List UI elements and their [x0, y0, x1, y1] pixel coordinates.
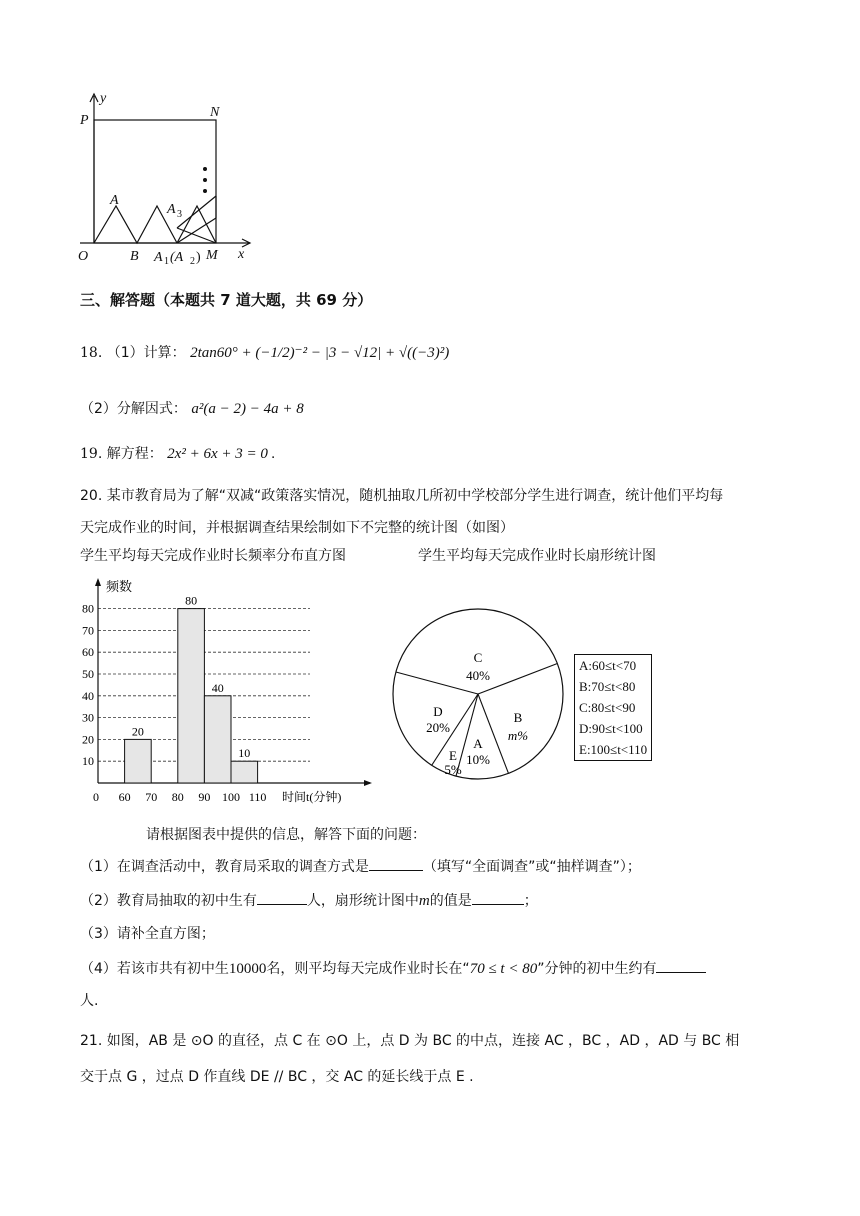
y-axis-arrow [95, 578, 101, 586]
q19-number: 19. [80, 446, 103, 462]
dot [203, 189, 207, 193]
q20-part3: （3）请补全直方图； [80, 926, 215, 942]
pie-chart [390, 598, 570, 788]
q21-text-1: 如图，AB 是 ⊙O 的直径，点 C 在 ⊙O 上，点 D 为 BC 的中点，连接 AC ，BC ，AD ，AD 与 BC 相 [106, 1033, 740, 1049]
q20-part4-inequality: 70 ≤ t < 80 [469, 961, 538, 977]
y-tick-label: 50 [82, 667, 94, 681]
pie-slice-value: 5% [444, 762, 462, 777]
bar-data-label: 80 [185, 593, 198, 608]
q19-expression: 2x² + 6x + 3 = 0 . [167, 446, 276, 462]
bar-data-label: 40 [211, 680, 224, 695]
coordinate-figure [70, 88, 260, 270]
label-N: N [210, 105, 220, 120]
pie-slice-value: 40% [466, 668, 490, 683]
legend-entry: D:90≤t<100 [579, 721, 643, 736]
label-A1-sub: 1 [164, 256, 169, 267]
q20-part2-m: m [418, 893, 430, 909]
legend-entry: C:80≤t<90 [579, 700, 636, 715]
label-A3: A [167, 202, 176, 217]
q20-line1 [80, 485, 723, 505]
label-y: y [100, 91, 107, 106]
legend-entry: B:70≤t<80 [579, 679, 636, 694]
dot [203, 167, 207, 171]
q18-part2 [80, 398, 304, 418]
q20-part1 [80, 856, 641, 876]
label-M: M [206, 248, 218, 263]
pie-title: 学生平均每天完成作业时长扇形统计图 [418, 548, 656, 564]
pie-slice-value: 20% [426, 720, 450, 735]
q20-part2-text-a: （2）教育局抽取的初中生有 [80, 893, 257, 909]
label-x: x [238, 247, 245, 262]
y-tick-label: 80 [82, 601, 94, 616]
pie-slice-label: B [513, 710, 523, 725]
label-O: O [78, 249, 89, 264]
q20-part4-text-a: （4）若该市共有初中生 [80, 961, 229, 977]
q21-number: 21. [80, 1033, 103, 1049]
histogram-bar [204, 696, 231, 783]
dot [203, 178, 207, 182]
pie-slice-label: A [473, 736, 483, 751]
zigzag [94, 206, 177, 243]
q20-part1-hint: （填写“全面调查”或“抽样调查”）； [422, 859, 641, 875]
x-tick-label: 90 [198, 790, 211, 804]
q20-text-1: 某市教育局为了解“双减“政策落实情况，随机抽取几所初中学校部分学生进行调查，统计他们平均每 [106, 488, 724, 504]
legend-entry: A:60≤t<70 [579, 658, 637, 673]
histogram-title: 学生平均每天完成作业时长频率分布直方图 [80, 548, 346, 564]
pie-slice-label: E [449, 748, 457, 763]
q18-part1-expression: 2tan60° + (−1/2)⁻² − |3 − √12| + √((−3)²) [190, 345, 450, 361]
q20-part2-text-c: 的值是 [429, 893, 472, 909]
y-tick-label: 10 [82, 754, 94, 769]
q18-part1 [80, 342, 449, 362]
q20-line2: 天完成作业的时间，并根据调查结果绘制如下不完整的统计图（如图） [80, 520, 514, 536]
x-tick-label: 110 [248, 790, 267, 804]
answer-blank[interactable] [472, 890, 524, 905]
pie-slice-label: C [473, 650, 483, 665]
histogram-chart [70, 572, 380, 812]
q19-label: 解方程： [106, 446, 163, 462]
histogram-bar [125, 739, 152, 783]
label-A2-sub: 2 [190, 256, 195, 267]
y-tick-label: 40 [82, 688, 94, 703]
y-tick-label: 30 [82, 710, 94, 725]
q20-part2-text-b: 人，扇形统计图中 [306, 893, 419, 909]
segment-b [177, 196, 216, 228]
q21-line1 [80, 1030, 739, 1050]
q20-intro: 请根据图表中提供的信息，解答下面的问题： [146, 827, 426, 843]
q20-part2 [80, 890, 538, 910]
y-axis-label: 频数 [106, 579, 133, 594]
y-tick-label: 70 [82, 623, 94, 638]
pie-slice-value: 10% [466, 752, 490, 767]
label-A2-close: ) [196, 250, 201, 265]
q20-part4-text-c: ”分钟的初中生约有 [537, 961, 657, 977]
label-A3-sub: 3 [177, 209, 182, 220]
q19 [80, 443, 275, 463]
y-tick-label: 60 [82, 645, 94, 660]
bar-data-label: 20 [131, 724, 144, 739]
q18-part2-label: （2）分解因式： [80, 401, 187, 417]
label-P: P [80, 113, 89, 128]
histogram-bar [178, 609, 205, 783]
q20-part2-text-d: ； [523, 893, 538, 909]
answer-blank[interactable] [257, 890, 307, 905]
square-OMNP [94, 120, 216, 243]
x-tick-label: 0 [93, 790, 99, 804]
bar-data-label: 10 [238, 746, 251, 761]
q20-number: 20. [80, 488, 103, 504]
x-tick-label: 80 [171, 790, 184, 804]
q21-line2: 交于点 G ，过点 D 作直线 DE // BC ，交 AC 的延长线于点 E . [80, 1069, 474, 1085]
x-tick-label: 70 [145, 790, 158, 804]
q20-part1-text: （1）在调查活动中，教育局采取的调查方式是 [80, 859, 369, 875]
q20-part4-text-b: 名，则平均每天完成作业时长在“ [266, 961, 470, 977]
section-heading: 三、解答题（本题共 7 道大题，共 69 分） [80, 291, 373, 309]
q20-part4-end: 人. [80, 993, 99, 1009]
histogram-bar [231, 761, 258, 783]
pie-slice-label: D [433, 704, 443, 719]
x-tick-label: 60 [118, 790, 131, 804]
x-axis-label: 时间t(分钟) [282, 790, 342, 804]
q18-number: 18. [80, 345, 103, 361]
x-tick-label: 100 [222, 790, 240, 804]
q20-part4 [80, 958, 706, 978]
q20-part4-number: 10000 [228, 961, 267, 977]
q18-part2-expression: a²(a − 2) − 4a + 8 [191, 401, 304, 417]
label-A1: A [154, 250, 163, 265]
label-A: A [110, 193, 119, 208]
q18-part1-label: （1）计算： [106, 345, 186, 361]
label-A2-open: (A [170, 250, 184, 265]
x-axis-arrow [364, 780, 372, 786]
answer-blank[interactable] [369, 856, 423, 871]
y-tick-label: 20 [82, 732, 94, 747]
legend-entry: E:100≤t<110 [579, 742, 648, 757]
answer-blank[interactable] [656, 958, 706, 973]
pie-slice-value: m% [507, 728, 529, 743]
label-B: B [130, 249, 139, 264]
pie-legend [574, 654, 652, 761]
